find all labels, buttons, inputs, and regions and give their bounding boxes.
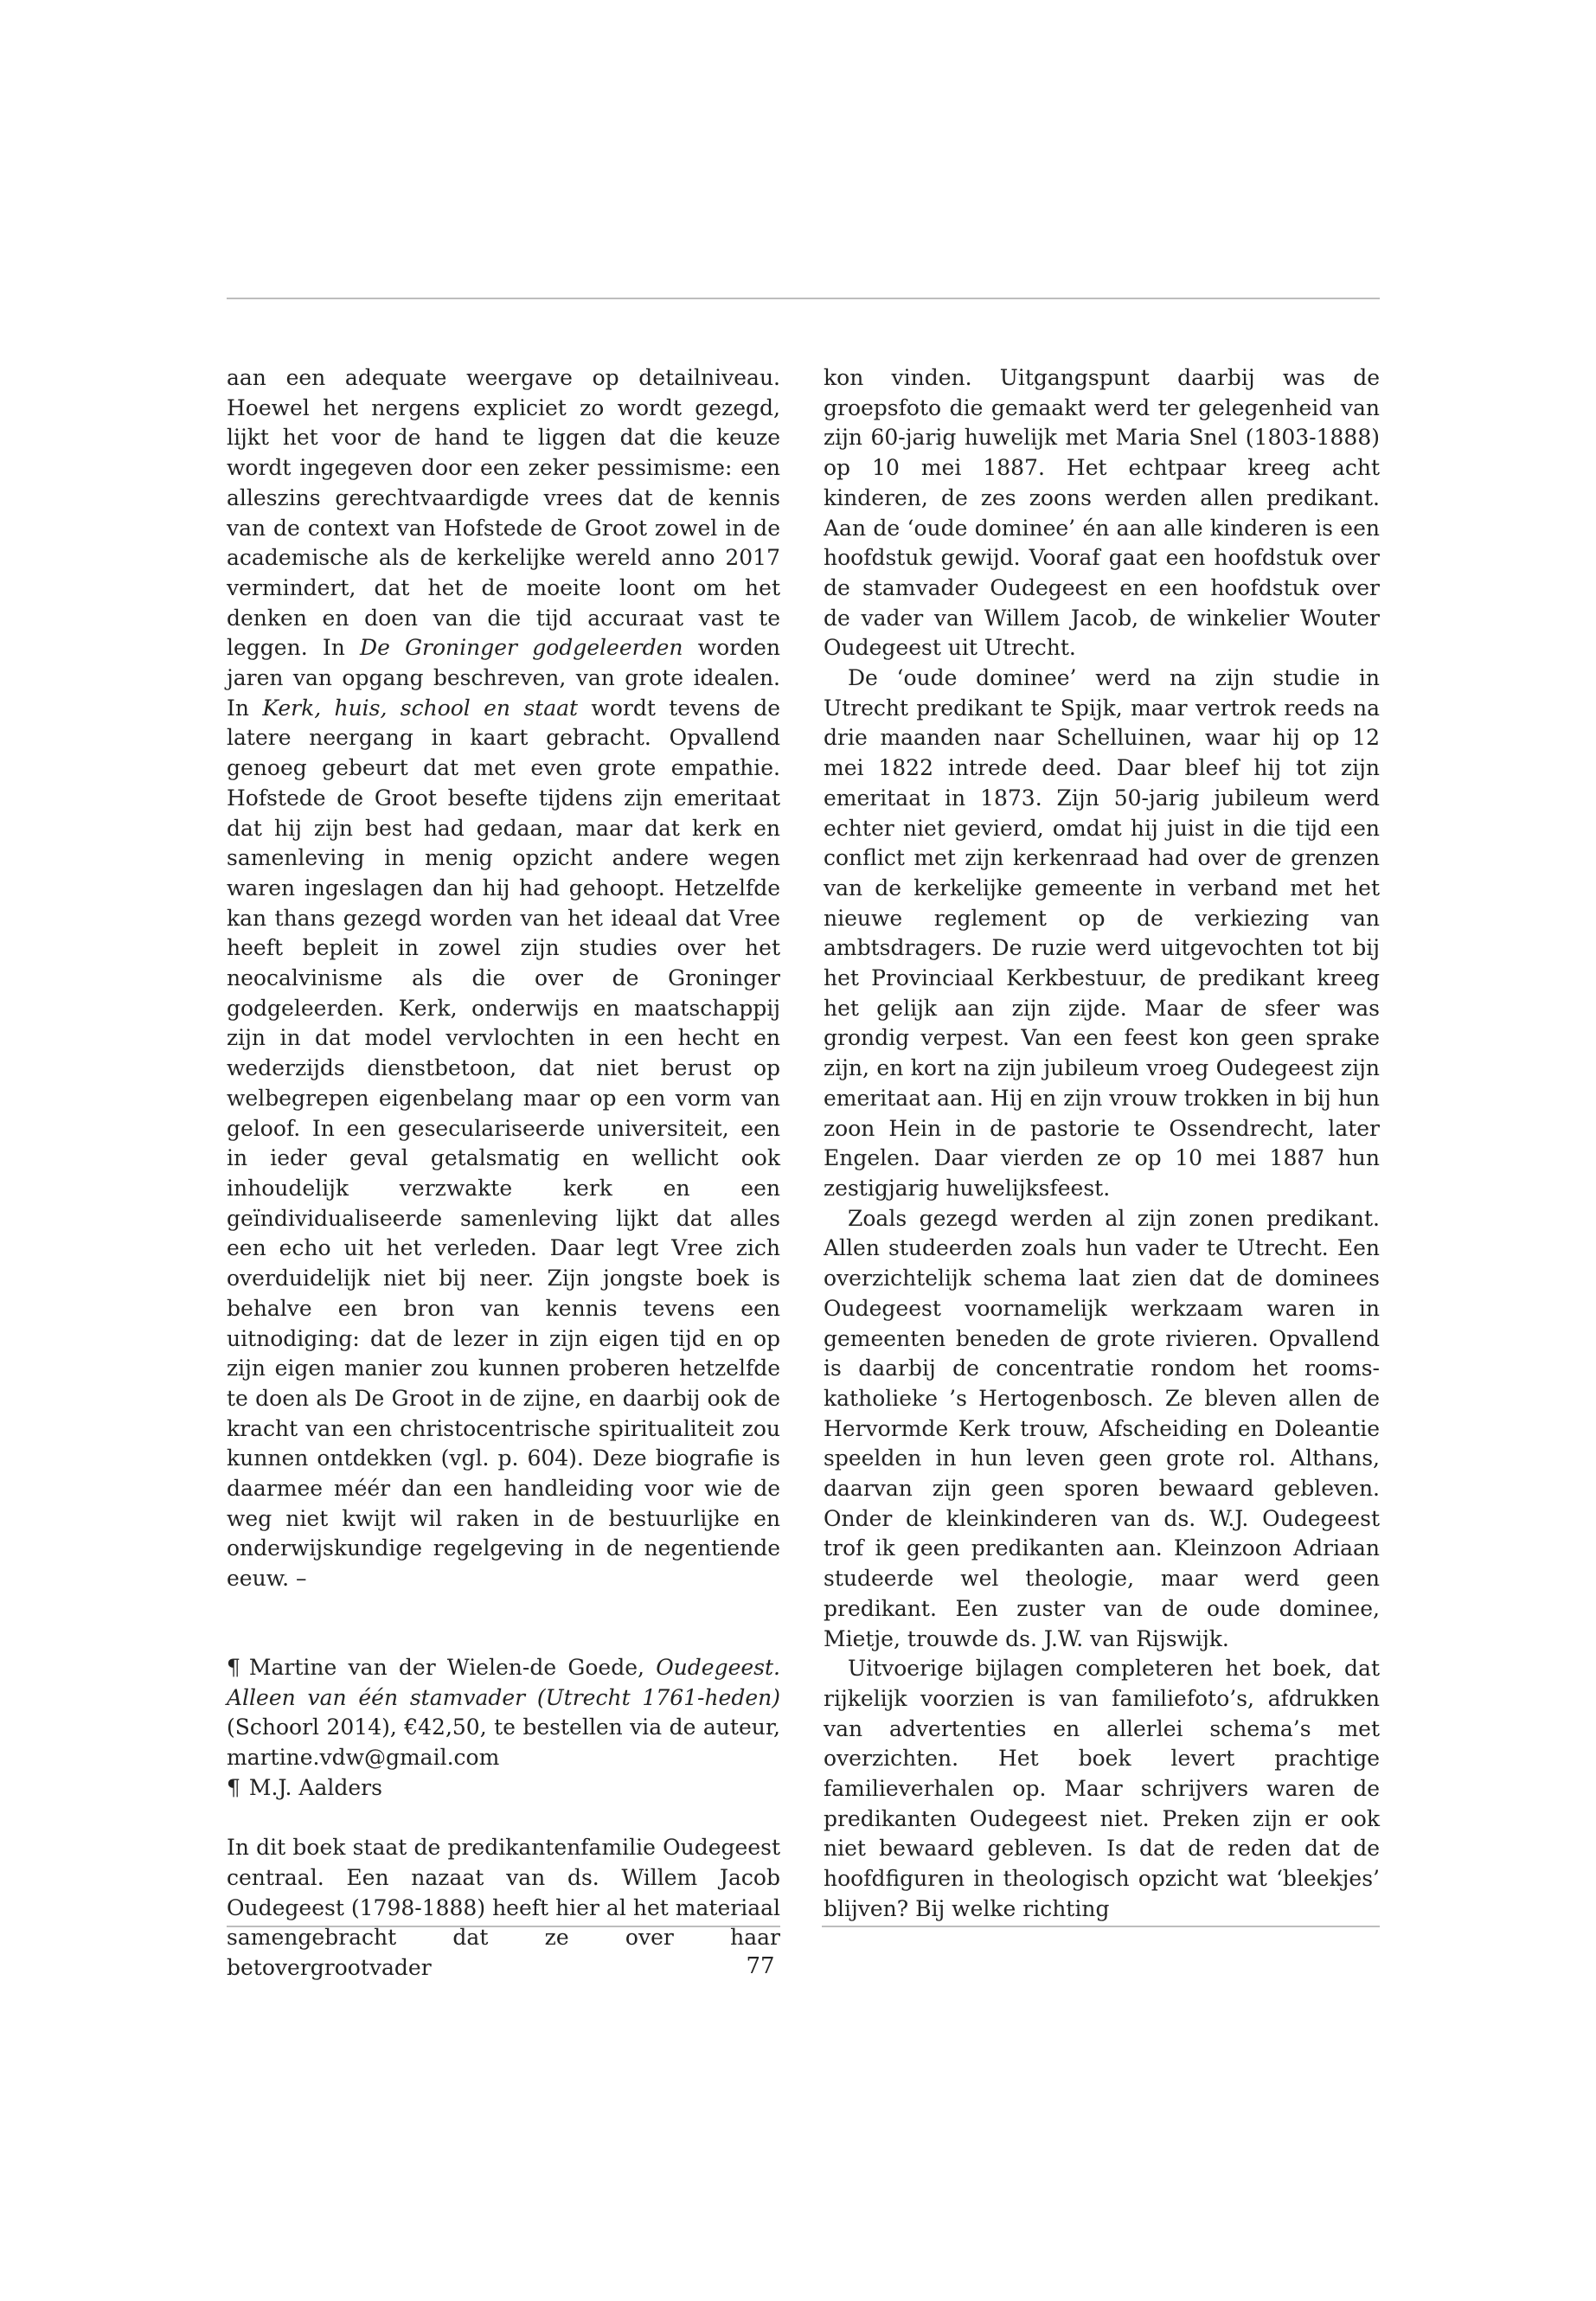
right-column [824,363,1380,1925]
left-column [227,363,780,1984]
bottom-rule-right [822,1926,1380,1927]
top-rule [227,298,1380,299]
page-number: 77 [746,1953,775,1979]
book-title-groninger: De Groninger godgeleerden [360,635,683,661]
review-bibliographic-entry: ¶ Martine van der Wielen-de Goede, Oudegeest. Alleen van één stamvader (Utrecht 1761-heden) (Schoorl 2014), €42,50, te bestellen via de auteur, martine.vdw@gmail.com [227,1654,780,1770]
pilcrow-icon: ¶ [227,1774,240,1800]
right-paragraph-4: Uitvoerige bijlagen completeren het boek, dat rijkelijk voorzien is van familiefoto’s, afdrukken van advertenties en allerlei schema’s met overzichten. Het boek levert prachtige familieverhalen op. Maar schrijvers waren de predikanten Oudegeest niet. Preken zijn er ook niet bewaard gebleven. Is dat de reden dat de hoofdfiguren in theologisch opzicht wat ‘bleekjes’ blijven? Bij welke richting [824,1656,1380,1921]
pilcrow-icon: ¶ [227,1654,240,1680]
right-paragraph-3: Zoals gezegd werden al zijn zonen predikant. Allen studeerden zoals hun vader te Utrecht. Een overzichtelijk schema laat zien dat de dominees Oudegeest voornamelijk werkzaam waren in gemeenten beneden de grote rivieren. Opvallend is daarbij de concentratie rondom het rooms-katholieke ’s Hertogenbosch. Ze bleven allen de Hervormde Kerk trouw, Afscheiding en Doleantie speelden in hun leven geen grote rol. Althans, daarvan zijn geen sporen bewaard gebleven. Onder de kleinkinderen van ds. W.J. Oudegeest trof ik geen predikanten aan. Kleinzoon Adriaan studeerde wel theologie, maar werd geen predikant. Een zuster van de oude dominee, Mietje, trouwde ds. J.W. van Rijswijk. [824,1205,1380,1651]
reviewer-line [227,1773,780,1804]
reviewer-name: M.J. Aalders [248,1774,382,1800]
reviewed-book-title: Oudegeest. Alleen van één stamvader (Utrecht 1761-heden) [227,1654,780,1710]
right-paragraph-2: De ‘oude dominee’ werd na zijn studie in Utrecht predikant te Spijk, maar vertrok reeds na drie maanden naar Schelluinen, waar hij op 12 mei 1822 intrede deed. Daar bleef hij tot zijn emeritaat in 1873. Zijn 50-jarig jubileum werd echter niet gevierd, omdat hij juist in die tijd een conflict met zijn kerkenraad had over de grenzen van de kerkelijke gemeente in verband met het nieuwe reglement op de verkiezing van ambtsdragers. De ruzie werd uitgevochten tot bij het Provinciaal Kerkbestuur, de predikant kreeg het gelijk aan zijn zijde. Maar de sfeer was grondig verpest. Van een feest kon geen sprake zijn, en kort na zijn jubileum vroeg Oudegeest zijn emeritaat aan. Hij en zijn vrouw trokken in bij hun zoon Hein in de pastorie te Ossendrecht, later Engelen. Daar vierden ze op 10 mei 1887 hun zestigjarig huwelijksfeest. [824,665,1381,1201]
bottom-rule-left [227,1926,780,1927]
right-paragraph-1: kon vinden. Uitgangspunt daarbij was de groepsfoto die gemaakt werd ter gelegenheid van zijn 60-jarig huwelijk met Maria Snel (1803-1888) op 10 mei 1887. Het echtpaar kreeg acht kinderen, de zes zoons werden allen predikant. Aan de ‘oude dominee’ én aan alle kinderen is een hoofdstuk gewijd. Vooraf gaat een hoofdstuk over de stamvader Oudegeest en een hoofdstuk over de vader van Willem Jacob, de winkelier Wouter Oudegeest uit Utrecht. [824,365,1380,661]
review-paragraph-continued: aan een adequate weergave op detailniveau. Hoewel het nergens expliciet zo wordt gezegd, lijkt het voor de hand te liggen dat die keuze wordt ingegeven door een zeker pessimisme: een alleszins gerechtvaardigde vrees dat de kennis van de context van Hofstede de Groot zowel in de academische als de kerkelijke wereld anno 2017 vermindert, dat het de moeite loont om het denken en doen van die tijd accuraat vast te leggen. In De Groninger godgeleerden worden jaren van opgang beschreven, van grote idealen. In Kerk, huis, school en staat wordt tevens de latere neergang in kaart gebracht. Opvallend genoeg gebeurt dat met even grote empathie. Hofstede de Groot besefte tijdens zijn emeritaat dat hij zijn best had gedaan, maar dat kerk en samenleving in menig opzicht andere wegen waren ingeslagen dan hij had gehoopt. Hetzelfde kan thans gezegd worden van het ideaal dat Vree heeft bepleit in zowel zijn studies over het neocalvinisme als die over de Groninger godgeleerden. Kerk, onderwijs en maatschappij zijn in dat model vervlochten in een hecht en wederzijds dienstbetoon, dat niet berust op welbegrepen eigenbelang maar op een vorm van geloof. In een geseculariseerde universiteit, een in ieder geval getalsmatig en wellicht ook inhoudelijk verzwakte kerk en een geïndividualiseerde samenleving lijkt dat alles een echo uit het verleden. Daar legt Vree zich overduidelijk niet bij neer. Zijn jongste boek is behalve een bron van kennis tevens een uitnodiging: dat de lezer in zijn eigen tijd en op zijn eigen manier zou kunnen proberen hetzelfde te doen als De Groot in de zijne, en daarbij ook de kracht van een christocentrische spiritualiteit zou kunnen ontdekken (vgl. p. 604). Deze biografie is daarmee méér dan een handleiding voor wie de weg niet kwijt wil raken in de bestuurlijke en onderwijskundige regelgeving in de negentiende eeuw. – [227,365,781,1592]
page-number-row [0,1953,1458,1979]
review-intro-paragraph: In dit boek staat de predikantenfamilie Oudegeest centraal. Een nazaat van ds. Willem Jacob Oudegeest (1798-1888) heeft hier al het materiaal samengebracht dat ze over haar betovergrootvader [227,1835,780,1981]
book-title-kerk-huis: Kerk, huis, school en staat [262,695,579,721]
review-heading [227,1653,780,1804]
